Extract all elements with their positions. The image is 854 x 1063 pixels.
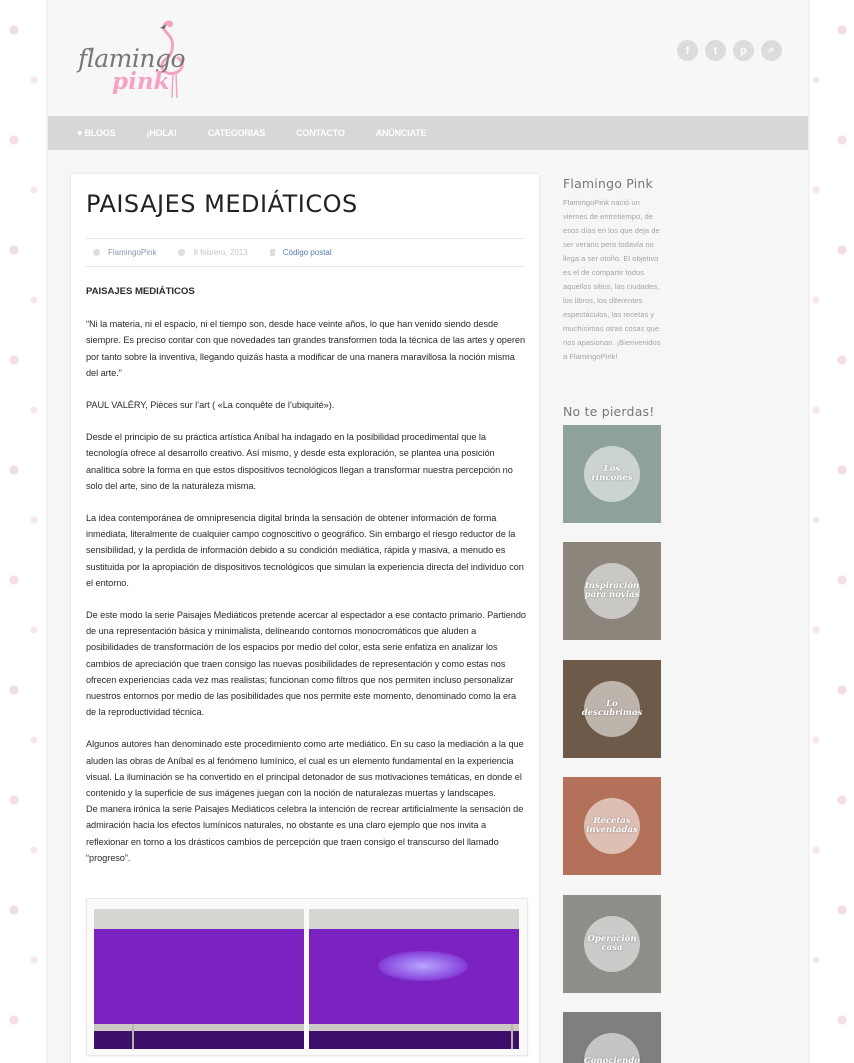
sidebar xyxy=(563,176,663,1063)
article-paragraph: La idea contemporánea de omnipresencia digital brinda la sensación de obtener información de forma inmediata, literalmente de cualquier campo cognoscitivo o geográfico. Sin embargo el riesgo reductor de la sensibilidad, y la perdida de información debido a su condición mediática, rápida y masiva, a menudo es sustituida por la apropiación de dispositivos tecnológicos que simulan la experiencia directa del individuo con el entorno. xyxy=(86,513,524,588)
article-title[interactable]: PAISAJES MEDIÁTICOS xyxy=(86,190,358,218)
tile-label: Lo descubrimos xyxy=(581,699,643,718)
twitter-icon[interactable]: t xyxy=(705,40,726,61)
bookmark-icon xyxy=(270,249,275,256)
article-meta xyxy=(93,248,354,257)
search-icon[interactable]: ⌕ xyxy=(761,40,782,61)
article-paragraph: PAUL VALÉRY, Pièces sur l’art ( «La conquête de l’ubiquité»). xyxy=(86,400,335,411)
artwork-photo-right[interactable] xyxy=(309,909,519,1049)
tile-label: Los rincones xyxy=(591,464,633,483)
nav-item-hola[interactable]: ¡HOLA! xyxy=(146,128,177,138)
pinterest-icon[interactable]: p xyxy=(733,40,754,61)
clock-icon xyxy=(178,249,185,256)
tile-label: Operación casa xyxy=(587,934,637,953)
sidebar-about-text: FlamingoPink nació un viernes de entretiempo, de esos días en los que deja de ser verano pero todavía no llega a ser otoño. El objetivo es el de compartir todos aquellos sitios, las ciudades, los libros, los diferentes espectáculos, las recetas y muchísimas otras cosas que nos apasionan. ¡Bienvenidos a FlamingoPink! xyxy=(563,198,661,361)
article-paragraph: De manera irónica la serie Paisajes Mediáticos celebra la intención de recrear artificialmente la sensación de admiración hacia los efectos lumínicos naturales, no obstante es una claro ejemplo que nos invita a reflexionar en torno a los drásticos cambios de percepción que traen consigo el transcurso del llamado “progreso”. xyxy=(86,804,524,863)
article-body xyxy=(86,284,528,882)
logo-word-pink: pink xyxy=(112,68,170,95)
meta-category[interactable]: Código postal xyxy=(282,248,332,257)
tile-operacion-casa[interactable] xyxy=(563,895,661,993)
no-te-pierdas-heading: No te pierdas! xyxy=(563,404,655,419)
tile-recetas-inventadas[interactable] xyxy=(563,777,661,875)
artwork-photo-left[interactable] xyxy=(94,909,304,1049)
tile-los-rincones[interactable] xyxy=(563,425,661,523)
meta-date: 8 febrero, 2013 xyxy=(193,248,248,257)
tile-conociendo[interactable] xyxy=(563,1012,661,1063)
article-paragraph: Algunos autores han denominado este procedimiento como arte mediático. En su caso la mediación a la que aluden las obras de Aníbal es al fenómeno lumínico, el cual es un elemento fundamental en la experiencia visual. La iluminación se ha convertido en el principal detonador de sus motivaciones temáticas, en donde el contenido y la superficie de sus imágenes juegan con la noción de naturalezas muertas y landscapes. xyxy=(86,739,524,799)
social-links xyxy=(677,40,782,61)
nav-item-categorias[interactable]: CATEGORIAS xyxy=(207,128,266,138)
logo-word-flamingo: flamingo xyxy=(78,44,186,73)
tile-label: Recetas inventadas xyxy=(586,816,638,835)
tile-label: Conociendo xyxy=(584,1055,640,1063)
site-header xyxy=(48,0,808,116)
article-paragraph: “Ni la materia, ni el espacio, ni el tiempo son, desde hace veinte años, lo que han venido siendo desde siempre. Es preciso contar con que novedades tan grandes transformen toda la técnica de las artes y operen por tanto sobre la inventiva, llegando quizás hasta a modificar de una manera maravillosa la noción misma del arte.” xyxy=(86,319,526,378)
page-container xyxy=(48,0,808,1063)
article-paragraph: De este modo la serie Paisajes Mediáticos pretende acercar al espectador a ese contacto primario. Partiendo de una representación básica y minimalista, delineando contornos monocromáticos que aluden a posibilidades de transformación de los espacios por medio del color, esta serie enfatiza en analizar los cambios de apreciación que traen consigo las nuevas posibilidades de representación y como estas nos ofrecen experiencias cada vez mas realistas; funcionan como filtros que nos permiten incluso personalizar nuestros entornos por medio de las posibilidades que nos permite este momento, denominado como la era de la reproductividad técnica. xyxy=(86,610,526,718)
meta-divider xyxy=(86,266,524,267)
meta-author[interactable]: FlamingoPink xyxy=(108,248,157,257)
tile-inspiracion-para-novias[interactable] xyxy=(563,542,661,640)
site-logo[interactable] xyxy=(76,18,196,100)
nav-item-contacto[interactable]: CONTACTO xyxy=(296,128,345,138)
nav-item-anunciate[interactable]: ANÚNCIATE xyxy=(375,128,427,138)
article-image-gallery xyxy=(86,898,528,1056)
main-nav xyxy=(48,116,808,150)
article-subtitle: PAISAJES MEDIÁTICOS xyxy=(86,286,195,297)
author-icon xyxy=(93,249,100,256)
tile-label: Inspiración para novias xyxy=(584,581,640,600)
tile-lo-descubrimos[interactable] xyxy=(563,660,661,758)
facebook-icon[interactable]: f xyxy=(677,40,698,61)
article-card xyxy=(71,174,539,1063)
nav-item-blogs[interactable]: ♥ BLOGS xyxy=(77,128,116,138)
sidebar-title: Flamingo Pink xyxy=(563,176,653,191)
title-divider xyxy=(86,238,524,239)
article-paragraph: Desde el principio de su práctica artística Aníbal ha indagado en la posibilidad procedimental que la tecnología ofrece al desarrollo creativo. Así mismo, y desde esta exploración, se plantea una posición analítica sobre la forma en que estos dispositivos tecnológicos llegan a transformar nuestra percepción no solo del arte, sino de la naturaleza misma. xyxy=(86,432,513,491)
